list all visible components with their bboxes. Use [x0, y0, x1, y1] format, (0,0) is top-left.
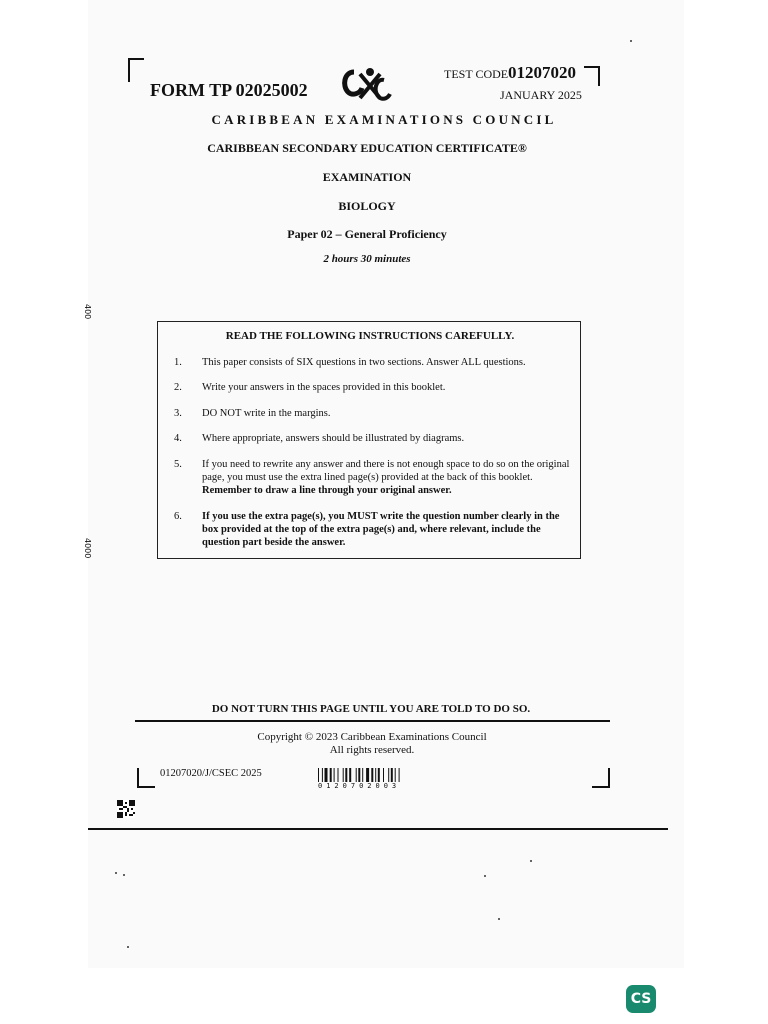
side-mark-4000: 4000	[83, 538, 92, 559]
scan-speck	[115, 872, 117, 874]
scan-speck	[484, 875, 486, 877]
instruction-text: Where appropriate, answers should be illustrated by diagrams.	[202, 433, 465, 444]
barcode-stripe	[375, 768, 376, 782]
copyright: Copyright © 2023 Caribbean Examinations Council	[257, 731, 487, 743]
crop-mark-bottom-right	[592, 768, 610, 788]
cxc-logo-icon	[340, 66, 392, 104]
barcode-stripe	[334, 768, 335, 782]
certificate-name: CARIBBEAN SECONDARY EDUCATION CERTIFICATE®	[207, 141, 527, 155]
crop-mark-top-left	[128, 58, 144, 82]
crop-mark-top-right	[584, 66, 600, 86]
subject-title: BIOLOGY	[338, 199, 396, 213]
paper-title: Paper 02 – General Proficiency	[287, 227, 447, 241]
instruction-text	[202, 458, 570, 497]
barcode-icon	[318, 768, 430, 782]
scan-speck	[127, 946, 129, 948]
instruction-text: This paper consists of SIX questions in two sections. Answer ALL questions.	[202, 357, 526, 368]
council-name: CARIBBEAN EXAMINATIONS COUNCIL	[211, 112, 557, 127]
barcode-number: 0120702003	[318, 782, 401, 790]
scan-speck	[498, 918, 500, 920]
camscanner-badge: CS	[626, 985, 656, 1013]
instruction-number: 4.	[174, 433, 182, 444]
test-code-value: 01207020	[508, 63, 576, 82]
barcode-stripe	[371, 768, 373, 782]
instruction-item	[174, 407, 570, 420]
instruction-item	[174, 510, 570, 549]
barcode-stripe	[330, 768, 332, 782]
scan-speck	[630, 40, 632, 42]
instruction-number: 3.	[174, 408, 182, 419]
barcode-stripe	[366, 768, 369, 782]
barcode-stripe	[318, 768, 319, 782]
instruction-text: DO NOT write in the margins.	[202, 408, 331, 419]
barcode-stripe	[338, 768, 339, 782]
barcode-stripe	[358, 768, 360, 782]
scan-speck	[530, 860, 532, 862]
barcode-stripe	[383, 768, 384, 782]
examination-label: EXAMINATION	[322, 170, 412, 184]
instruction-text: Write your answers in the spaces provided in this booklet.	[202, 382, 446, 393]
exam-date: JANUARY 2025	[500, 88, 582, 102]
instruction-number: 1.	[174, 357, 182, 368]
instruction-number: 2.	[174, 382, 182, 393]
barcode-stripe	[399, 768, 400, 782]
barcode-stripe	[356, 768, 357, 782]
instructions-box	[157, 321, 581, 559]
barcode-stripe	[388, 768, 389, 782]
instruction-item	[174, 356, 570, 369]
rights-reserved: All rights reserved.	[329, 744, 415, 756]
form-code: FORM TP 02025002	[150, 80, 308, 100]
do-not-turn-warning: DO NOT TURN THIS PAGE UNTIL YOU ARE TOLD TO DO SO.	[211, 703, 531, 715]
barcode-stripe	[325, 768, 328, 782]
page-bottom-rule	[88, 828, 668, 830]
barcode-stripe	[395, 768, 396, 782]
page-code: 01207020/J/CSEC 2025	[160, 768, 262, 779]
divider	[135, 720, 610, 722]
crop-mark-bottom-left	[137, 768, 155, 788]
instructions-title: READ THE FOLLOWING INSTRUCTIONS CAREFULLY.	[225, 330, 515, 342]
instruction-item	[174, 458, 570, 497]
barcode-stripe	[349, 768, 351, 782]
duration: 2 hours 30 minutes	[323, 253, 411, 265]
instruction-number: 5.	[174, 459, 182, 470]
barcode-stripe	[391, 768, 393, 782]
instruction-text-bold: Remember to draw a line through your original answer.	[202, 485, 452, 496]
scan-speck	[123, 874, 125, 876]
instruction-text-bold: If you use the extra page(s), you MUST write the question number clearly in the box provided at the top of the extra page(s) and, where relevant, include the question part beside the answer.	[202, 511, 560, 548]
barcode-stripe	[322, 768, 323, 782]
instruction-item	[174, 381, 570, 394]
barcode-stripe	[378, 768, 380, 782]
side-mark-400: 400	[83, 304, 92, 320]
barcode-stripe	[362, 768, 363, 782]
barcode-stripe	[343, 768, 344, 782]
instruction-text-regular: If you need to rewrite any answer and there is not enough space to do so on the original page, you must use the extra lined page(s) provided at the back of this booklet.	[202, 459, 570, 483]
qr-code-icon	[117, 800, 135, 818]
test-code-label: TEST CODE	[444, 67, 509, 81]
instruction-item	[174, 432, 570, 445]
instruction-number: 6.	[174, 511, 182, 522]
barcode-stripe	[345, 768, 347, 782]
